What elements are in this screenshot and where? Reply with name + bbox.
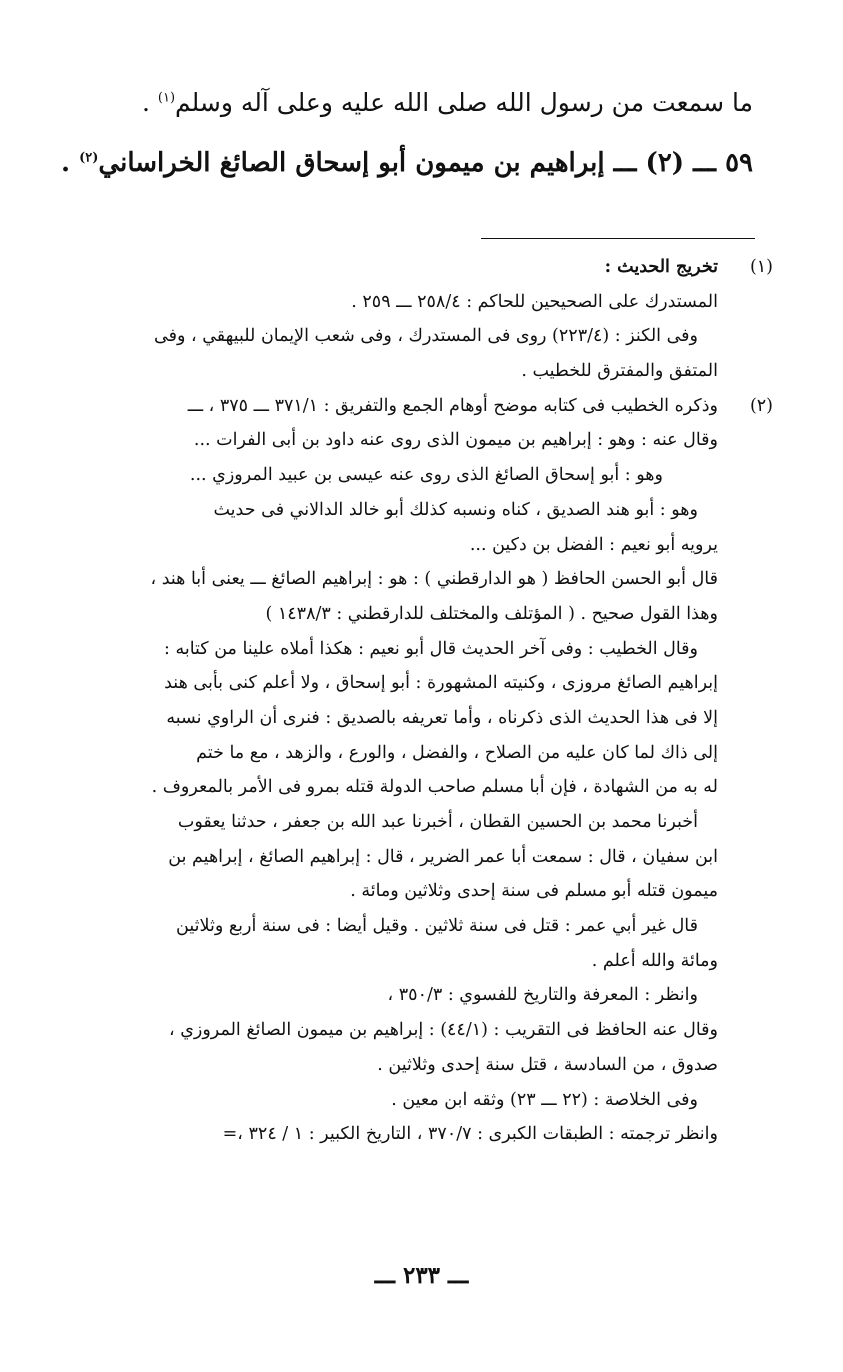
footnote-text: وقال عنه الحافظ فى التقريب : (٤٤/١) : إبراهيم بن ميمون الصائغ المروزي ، [169,1020,718,1041]
footnote-line [100,528,773,563]
footnote-line [100,493,773,528]
footnote-line [100,389,773,424]
footnote-line [100,805,773,840]
footnote-text: إبراهيم الصائغ مروزى ، وكنيته المشهورة : أبو إسحاق ، ولا أعلم كنى بأبى هند [164,673,718,694]
footnote-text: يرويه أبو نعيم : الفضل بن دكين ... [469,534,718,555]
footnote-line [100,944,773,979]
footnote-number-1: (١) [749,257,773,277]
footnote-text: إلى ذاك لما كان عليه من الصلاح ، والفضل ، والورع ، والزهد ، مع ما ختم [196,742,718,763]
footnote-text: له به من الشهادة ، فإن أبا مسلم صاحب الدولة قتله بمرو فى الأمر بالمعروف . [151,777,718,798]
footnote-line [100,319,773,354]
footnote-line [100,354,773,389]
footnote-divider [481,238,755,239]
footnotes [100,250,773,1152]
footnote-line [100,874,773,909]
footnote-text: وهو : أبو إسحاق الصائغ الذى روى عنه عيسى بن عبيد المروزي ... [189,465,663,486]
footnote-text: وقال الخطيب : وفى آخر الحديث قال أبو نعيم : هكذا أملاه علينا من كتابه : [163,638,698,659]
page-number: ـــ ٢٣٣ ـــ [374,1262,469,1289]
footnote-text: صدوق ، من السادسة ، قتل سنة إحدى وثلاثين . [377,1054,718,1075]
main-text-line-1 [60,88,753,117]
main-text-1: ما سمعت من رسول الله صلى الله عليه وعلى آله وسلم [175,88,753,117]
footnote-line [100,423,773,458]
footnote-line [100,285,773,320]
footnote-line [100,701,773,736]
footnote-line [100,1013,773,1048]
footnote-text: وذكره الخطيب فى كتابه موضح أوهام الجمع والتفريق : ٣٧١/١ ـــ ٣٧٥ ، ـــ [187,395,718,416]
line1-end: . [141,88,158,117]
footnote-text: قال أبو الحسن الحافظ ( هو الدارقطني ) : هو : إبراهيم الصائغ ـــ يعنى أبا هند ، [150,569,718,590]
entry-heading [60,148,753,178]
footnote-line [100,909,773,944]
footnote-line [100,1117,773,1152]
footnote-number-2: (٢) [749,395,773,416]
footnote-text: وفى الخلاصة : (٢٢ ـــ ٢٣) وثقه ابن معين . [391,1089,698,1110]
footnote-heading: تخريج الحديث : [604,257,718,277]
footnote-text: المستدرك على الصحيحين للحاكم : ٢٥٨/٤ ـــ ٢٥٩ . [351,291,718,312]
footnote-line [100,597,773,632]
footnote-line [100,1083,773,1118]
footnote-text: وهذا القول صحيح . ( المؤتلف والمختلف للدارقطني : ١٤٣٨/٣ ) [265,603,718,624]
footnote-line [100,458,773,493]
footnote-text: وانظر : المعرفة والتاريخ للفسوي : ٣٥٠/٣ ، [387,985,698,1006]
footnote-text: وهو : أبو هند الصديق ، كناه ونسبه كذلك أبو خالد الدالاني فى حديث [213,499,698,520]
footnote-text: وانظر ترجمته : الطبقات الكبرى : ٣٧٠/٧ ، التاريخ الكبير : ١ / ٣٢٤ ،= [222,1124,718,1145]
footnote-text: المتفق والمفترق للخطيب . [521,361,718,382]
footnote-text: وفى الكنز : (٢٢٣/٤) روى فى المستدرك ، وفى شعب الإيمان للبيهقي ، وفى [154,326,698,347]
footnote-line [100,770,773,805]
footnote-text: ومائة والله أعلم . [591,950,718,971]
footnote-ref-2: (٢) [79,150,99,166]
footnote-line [100,666,773,701]
footnote-text: قال غير أبي عمر : قتل فى سنة ثلاثين . وقيل أيضا : فى سنة أربع وثلاثين [176,916,698,937]
footnote-line [100,250,773,285]
footnote-line [100,840,773,875]
line2-end: . [61,148,80,178]
footnote-text: أخبرنا محمد بن الحسين القطان ، أخبرنا عبد الله بن جعفر ، حدثنا يعقوب [177,812,698,832]
footnote-line [100,736,773,771]
footnote-text: ميمون قتله أبو مسلم فى سنة إحدى وثلاثين ومائة . [350,881,718,902]
entry-heading-text: ٥٩ ـــ (٢) ـــ إبراهيم بن ميمون أبو إسحاق الصائغ الخراساني [98,148,753,178]
footnote-line [100,562,773,597]
footnote-text: وقال عنه : وهو : إبراهيم بن ميمون الذى روى عنه داود بن أبى الفرات ... [193,430,718,451]
footnote-text: ابن سفيان ، قال : سمعت أبا عمر الضرير ، قال : إبراهيم الصائغ ، إبراهيم بن [168,846,718,867]
footnote-line [100,632,773,667]
footnote-line [100,978,773,1013]
footnote-text: إلا فى هذا الحديث الذى ذكرناه ، وأما تعريفه بالصديق : فنرى أن الراوي نسبه [166,707,718,728]
footnote-ref-1: (١) [157,90,176,106]
footnote-line [100,1048,773,1083]
